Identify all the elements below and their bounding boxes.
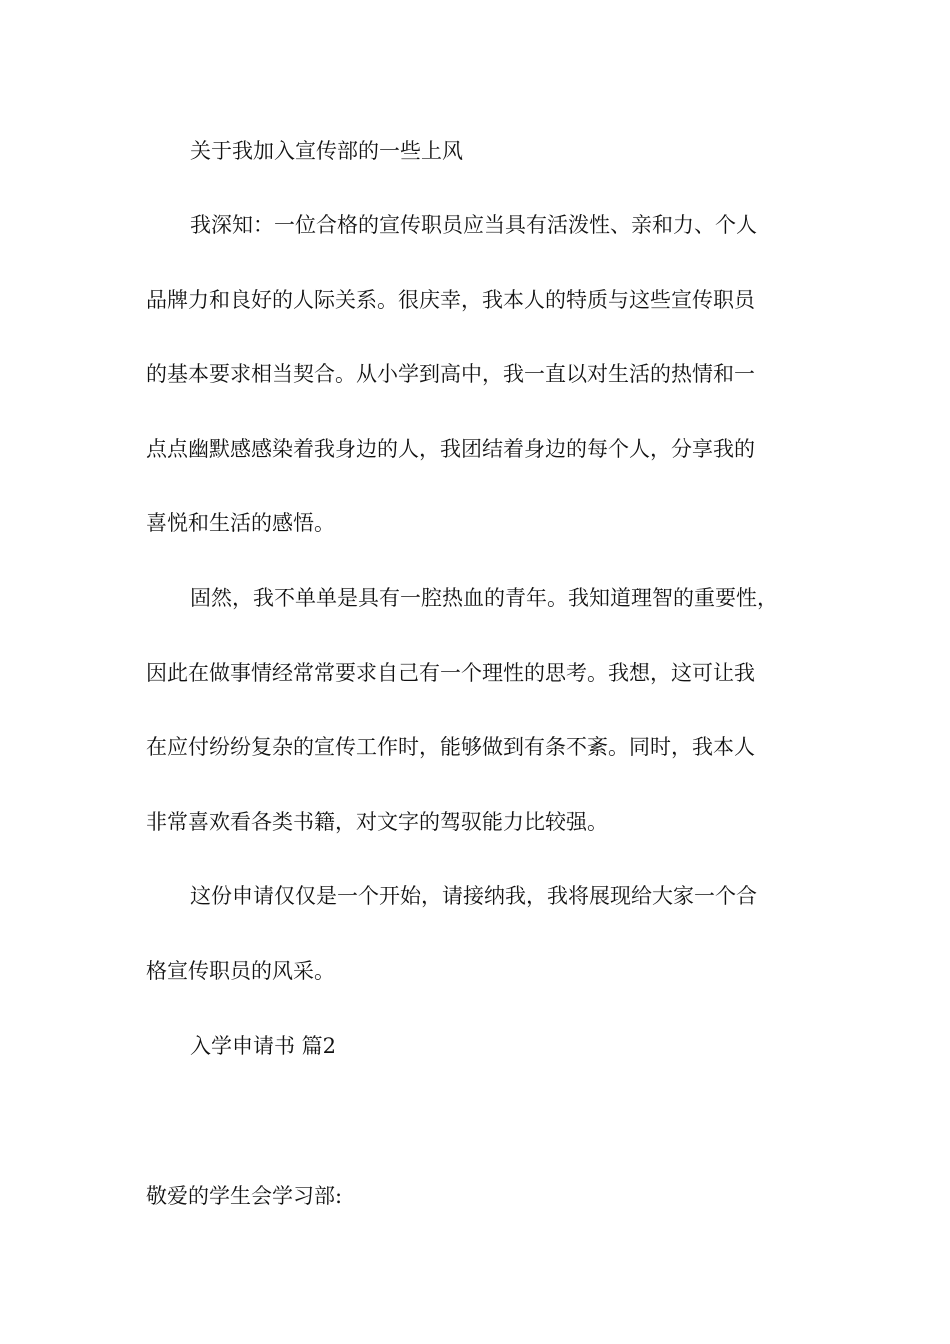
paragraph-2-line-4: 非常喜欢看各类书籍，对文字的驾驭能力比较强。 <box>146 810 608 834</box>
section-heading-advantages: 关于我加入宣传部的一些上风 <box>190 139 463 163</box>
paragraph-1-line-3: 的基本要求相当契合。从小学到高中，我一直以对生活的热情和一 <box>146 362 755 386</box>
paragraph-1-line-2: 品牌力和良好的人际关系。很庆幸，我本人的特质与这些宣传职员 <box>146 288 755 312</box>
paragraph-2-line-2: 因此在做事情经常常要求自己有一个理性的思考。我想，这可让我 <box>146 661 755 685</box>
paragraph-2-line-3: 在应付纷纷复杂的宣传工作时，能够做到有条不紊。同时，我本人 <box>146 735 755 759</box>
paragraph-3-line-1: 这份申请仅仅是一个开始，请接纳我，我将展现给大家一个合 <box>190 884 757 908</box>
salutation: 敬爱的学生会学习部: <box>146 1184 343 1208</box>
paragraph-1-line-5: 喜悦和生活的感悟。 <box>146 511 335 535</box>
paragraph-3-line-2: 格宣传职员的风采。 <box>146 959 335 983</box>
paragraph-1-line-1: 我深知：一位合格的宣传职员应当具有活泼性、亲和力、个人 <box>190 213 757 237</box>
paragraph-1-line-4: 点点幽默感感染着我身边的人，我团结着身边的每个人，分享我的 <box>146 437 755 461</box>
section-heading-part-2: 入学申请书 篇2 <box>190 1034 337 1058</box>
paragraph-2-line-1: 固然，我不单单是具有一腔热血的青年。我知道理智的重要性， <box>190 586 778 610</box>
